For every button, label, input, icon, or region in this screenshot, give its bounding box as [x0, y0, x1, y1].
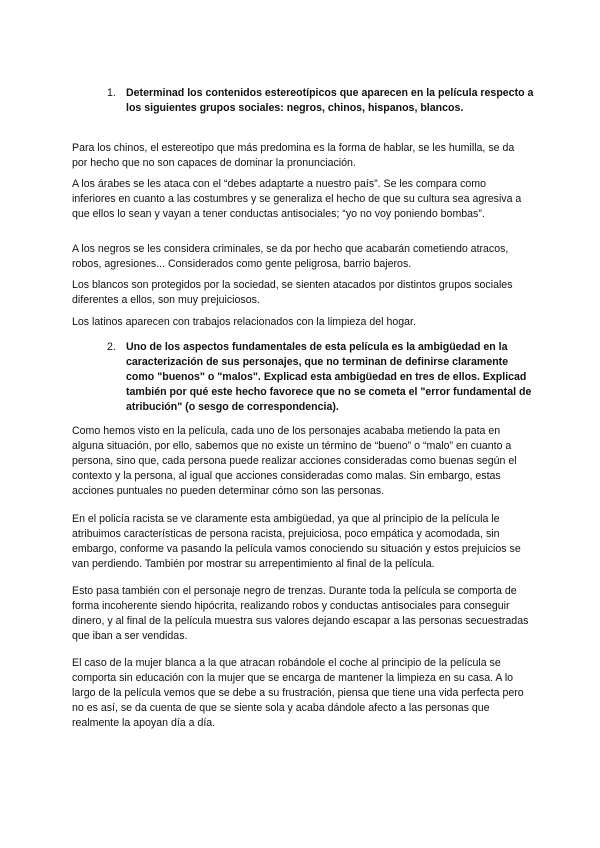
question-1 — [107, 86, 537, 116]
paragraph-chinos: Para los chinos, el estereotipo que más predomina es la forma de hablar, se les humilla, se da por hecho que no son capaces de dominar la pronunciación. — [72, 142, 515, 169]
paragraph-mujer-blanca: El caso de la mujer blanca a la que atracan robándole el coche al principio de la película se comporta sin educación con la mujer que se encarga de mantener la limpieza en su casa. A lo largo de la película vemos que se debe a su frustración, piensa que tiene una vida perfecta pero no es así, se da cuenta de que se siente sola y acaba dándole afecto a las personas que realmente la apoyan día a día. — [72, 657, 524, 729]
question-2 — [107, 340, 537, 415]
question-text: Uno de los aspectos fundamentales de esta película es la ambigüedad en la caracterización de sus personajes, que no terminan de definirse claramente como "buenos" o "malos". Explicad esta ambigüedad en tres de ellos. Explicad también por qué este hecho favorece que no se cometa el "error fundamental de atribución" (o sesgo de correspondencia). — [126, 341, 532, 413]
paragraph-arabes: A los árabes se les ataca con el “debes adaptarte a nuestro país”. Se les compara como inferiores en cuanto a las costumbres y se generaliza el hecho de que su cultura sea agresiva a que ellos lo sean y vayan a tener conductas antisociales; “yo no voy poniendo bombas”. — [72, 178, 522, 220]
paragraph-latinos: Los latinos aparecen con trabajos relacionados con la limpieza del hogar. — [72, 316, 416, 328]
paragraph-intro: Como hemos visto en la película, cada uno de los personajes acababa metiendo la pata en alguna situación, por ello, sabemos que no existe un término de “bueno” o “malo” en cuanto a persona, sino que, cada persona puede realizar acciones consideradas como buenas según el contexto y la persona, al igual que acciones consideradas como malas. Sin embargo, estas acciones puntuales no pueden determinar cómo son las personas. — [72, 425, 517, 497]
question-text: Determinad los contenidos estereotípicos que aparecen en la película respecto a los siguientes grupos sociales: negros, chinos, hispanos, blancos. — [126, 87, 534, 114]
paragraph-policia: En el policía racista se ve claramente esta ambigüedad, ya que al principio de la película le atribuimos características de persona racista, prejuiciosa, poco empática y acomodada, sin embargo, conforme va pasando la película vamos conociendo su situación y estos prejuicios se van perdiendo. También por mostrar su arrepentimiento al final de la película. — [72, 513, 521, 570]
question-number: 2. — [107, 341, 116, 353]
paragraph-negros: A los negros se les considera criminales, se da por hecho que acabarán cometiendo atracos, robos, agresiones... Considerados como gente peligrosa, barrio bajeros. — [72, 243, 509, 270]
paragraph-negro-trenzas: Esto pasa también con el personaje negro de trenzas. Durante toda la película se comporta de forma incoherente siendo hipócrita, realizando robos y conductas antisociales para conseguir dinero, y al final de la película muestra sus valores dejando escapar a las personas secuestradas que iban a ser vendidas. — [72, 585, 529, 642]
paragraph-blancos: Los blancos son protegidos por la sociedad, se sienten atacados por distintos grupos sociales diferentes a ellos, son muy prejuiciosos. — [72, 279, 513, 306]
question-number: 1. — [107, 87, 116, 99]
